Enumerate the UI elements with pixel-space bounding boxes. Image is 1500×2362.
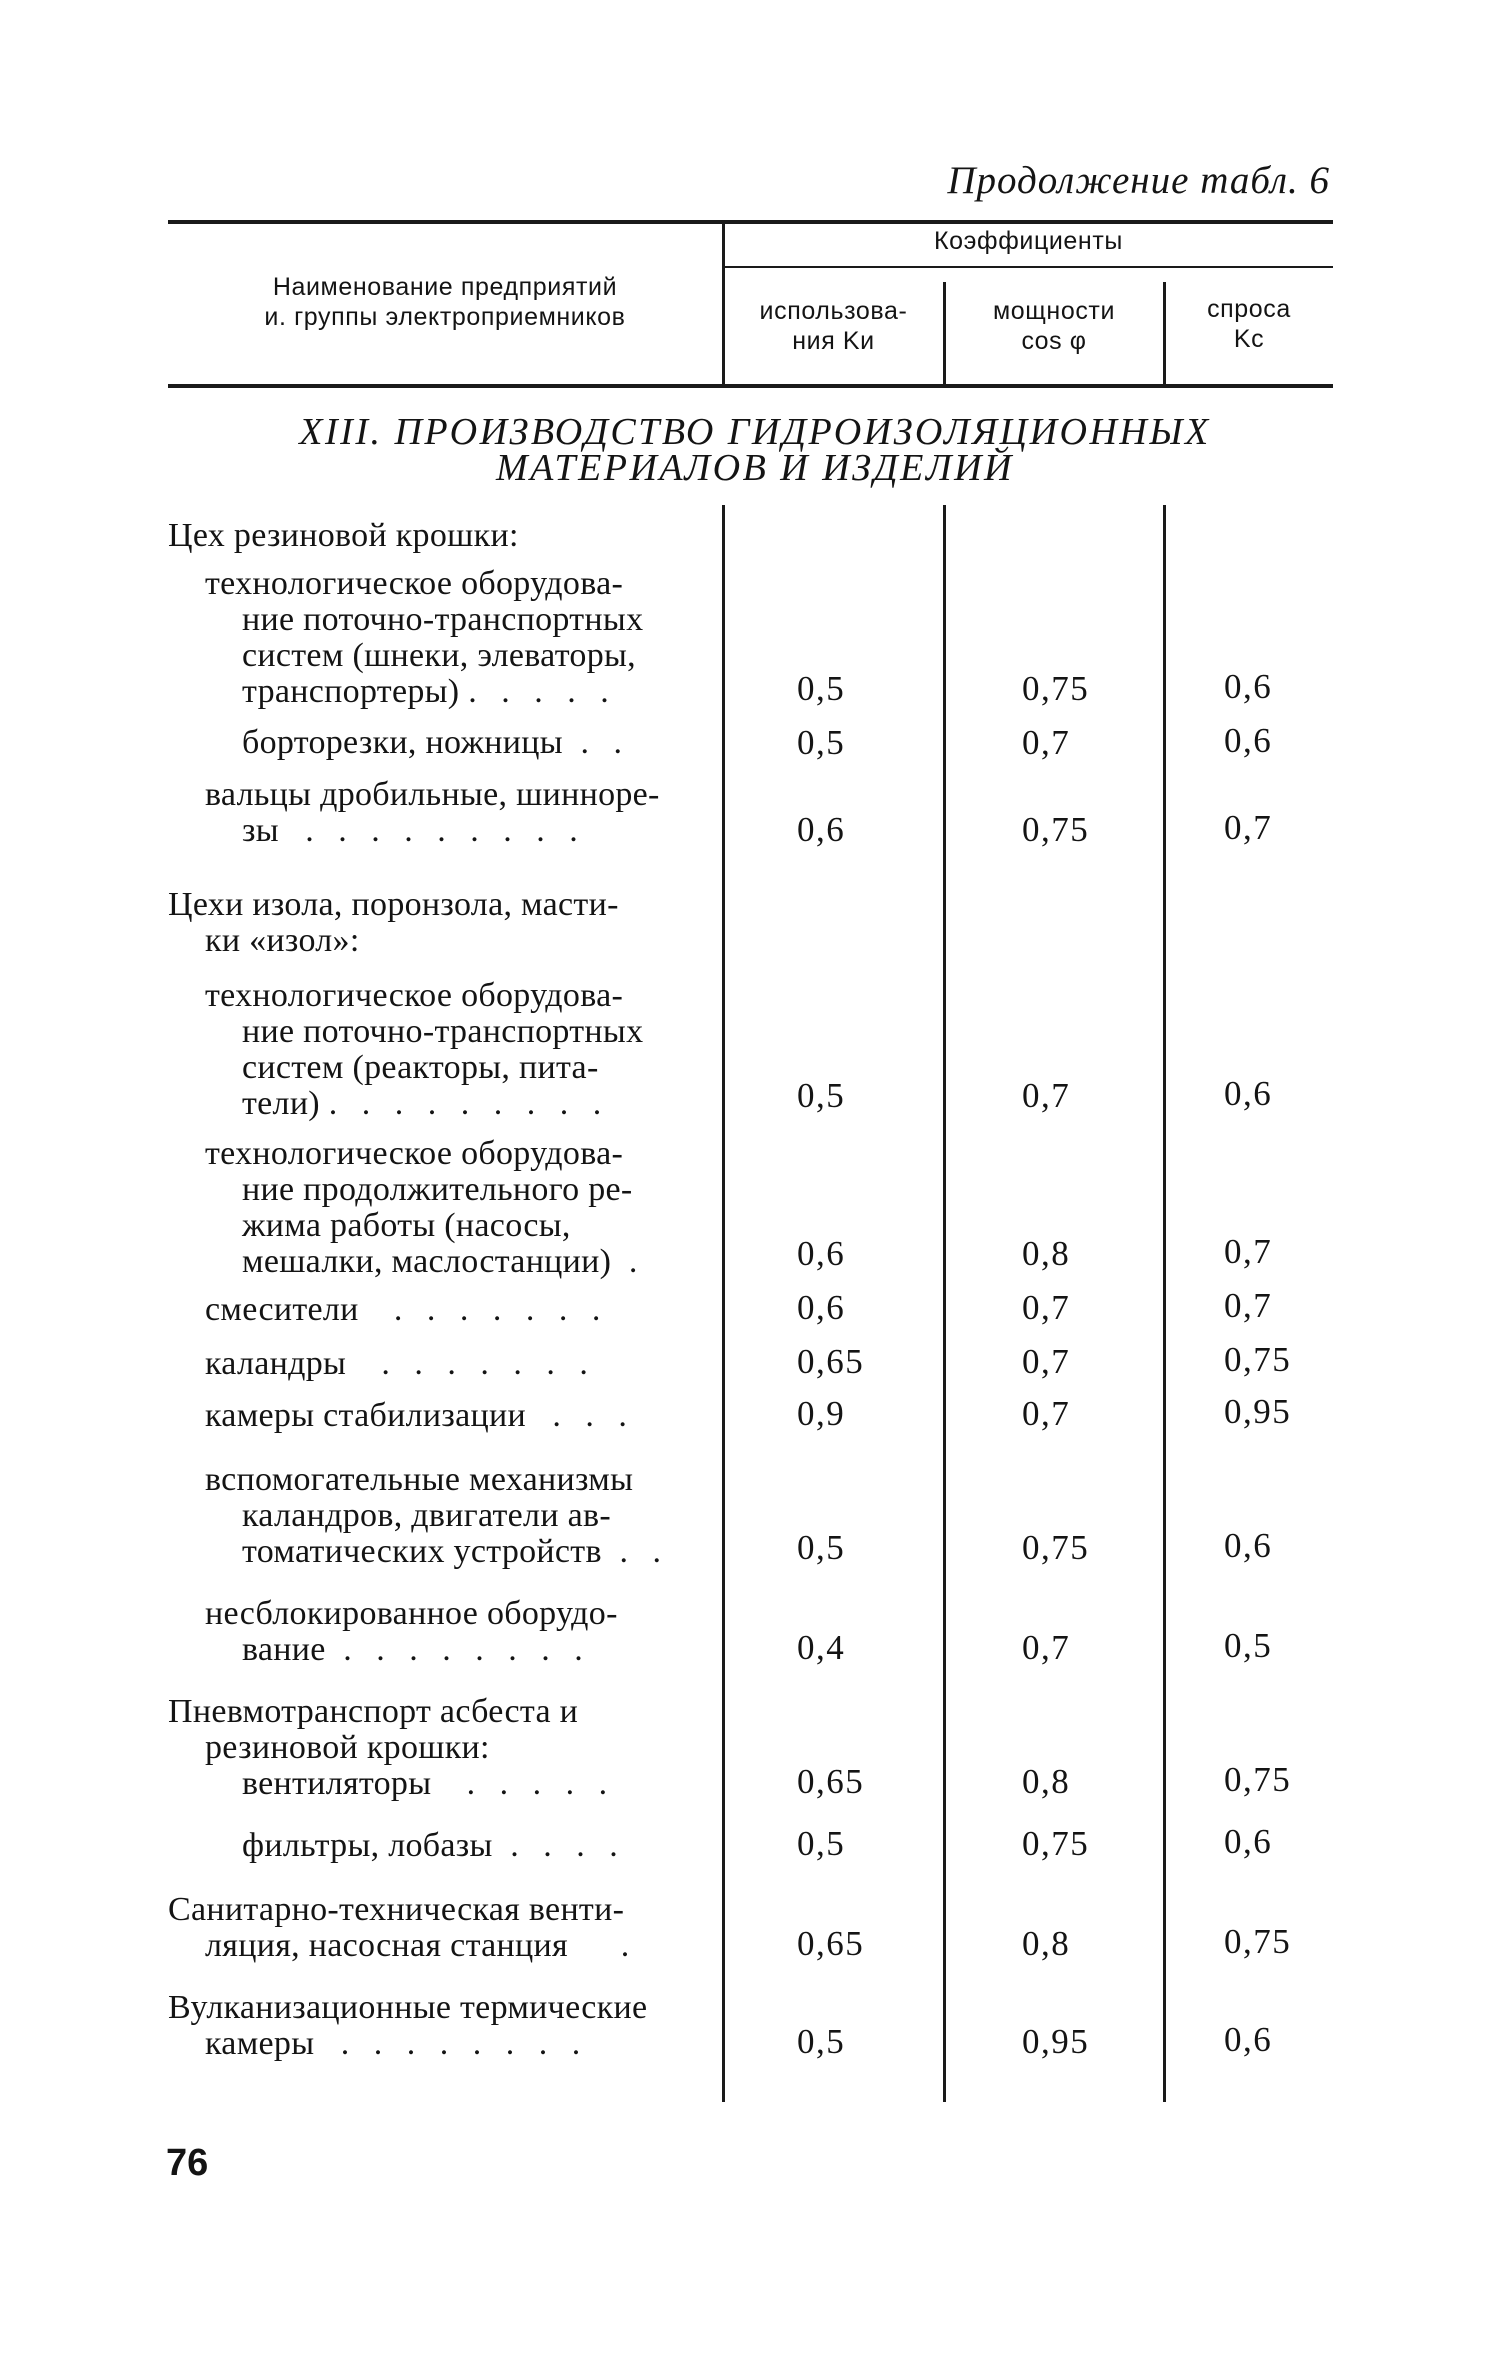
value-usage: 0,6 (797, 810, 846, 849)
header-name-line: и. группы электроприемников (264, 303, 626, 331)
value-power-factor: 0,75 (1022, 810, 1090, 849)
header-demand-coefficient: спроса Kс (1207, 295, 1291, 353)
value-usage: 0,6 (797, 1288, 846, 1327)
value-power-factor: 0,75 (1022, 1824, 1090, 1863)
table-row-label: Вулканизационные термические камеры . . . . . . . . (168, 1989, 648, 2062)
value-power-factor: 0,8 (1022, 1924, 1071, 1963)
value-power-factor: 0,7 (1022, 1394, 1071, 1433)
value-power-factor: 0,7 (1022, 1628, 1071, 1667)
table-row-label: технологическое оборудова- ние поточно-транспортных систем (реакторы, пита- тели) . . . . . . . . . (205, 977, 644, 1122)
page-number: 76 (166, 2142, 209, 2184)
table-row-label: вальцы дробильные, шинноре- зы . . . . . . . . . (205, 776, 660, 849)
value-power-factor: 0,75 (1022, 1528, 1090, 1567)
table-row-label: каландры . . . . . . . (205, 1345, 596, 1382)
value-power-factor: 0,7 (1022, 723, 1071, 762)
table-continuation-caption: Продолжение табл. 6 (947, 159, 1330, 202)
table-row-label: борторезки, ножницы . . (242, 724, 630, 761)
value-power-factor: 0,7 (1022, 1288, 1071, 1327)
value-power-factor: 0,7 (1022, 1342, 1071, 1381)
table-row-label: фильтры, лобазы . . . . (242, 1827, 626, 1864)
value-usage: 0,65 (797, 1762, 865, 1801)
header-name-line: Наименование предприятий (272, 273, 618, 301)
value-demand: 0,6 (1224, 1822, 1273, 1861)
table-row-label: несблокированное оборудо- вание . . . . . . . . (205, 1595, 618, 1668)
group-heading: Пневмотранспорт асбеста и резиновой крошки: (168, 1693, 579, 1766)
value-demand: 0,7 (1224, 1286, 1273, 1325)
table-top-rule (168, 220, 1333, 224)
header-name-column (170, 272, 720, 332)
value-demand: 0,75 (1224, 1340, 1292, 1379)
table-row-label: технологическое оборудова- ние поточно-транспортных систем (шнеки, элеваторы, транспортеры) . . . . . (205, 565, 644, 710)
value-demand: 0,6 (1224, 1074, 1273, 1113)
value-demand: 0,6 (1224, 667, 1273, 706)
header-coefficients: Коэффициенты (934, 227, 1123, 255)
value-power-factor: 0,75 (1022, 669, 1090, 708)
header-bottom-rule (168, 384, 1333, 388)
table-row-label: вентиляторы . . . . . (242, 1765, 616, 1802)
group-heading: Цех резиновой крошки: (168, 517, 519, 554)
value-usage: 0,9 (797, 1394, 846, 1433)
value-power-factor: 0,7 (1022, 1076, 1071, 1115)
value-demand: 0,6 (1224, 721, 1273, 760)
value-usage: 0,5 (797, 723, 846, 762)
value-usage: 0,5 (797, 1076, 846, 1115)
value-usage: 0,65 (797, 1342, 865, 1381)
header-usage-coefficient: использова- ния Kи (759, 297, 908, 355)
body-col-divider-3 (1163, 505, 1166, 2102)
value-demand: 0,75 (1224, 1922, 1292, 1961)
value-power-factor: 0,95 (1022, 2022, 1090, 2061)
value-demand: 0,75 (1224, 1760, 1292, 1799)
value-usage: 0,6 (797, 1234, 846, 1273)
coeff-header-rule (722, 266, 1333, 268)
value-usage: 0,5 (797, 1824, 846, 1863)
value-demand: 0,7 (1224, 808, 1273, 847)
value-demand: 0,95 (1224, 1392, 1292, 1431)
header-power-factor: мощности cos φ (992, 297, 1116, 355)
table-row-label: вспомогательные механизмы каландров, двигатели ав- томатических устройств . . (205, 1461, 669, 1570)
value-demand: 0,5 (1224, 1626, 1273, 1665)
body-col-divider-1 (722, 505, 725, 2102)
table-row-label: Санитарно-техническая венти- ляция, насосная станция . (168, 1891, 630, 1964)
value-demand: 0,7 (1224, 1232, 1273, 1271)
value-usage: 0,65 (797, 1924, 865, 1963)
value-usage: 0,5 (797, 669, 846, 708)
table-row-label: технологическое оборудова- ние продолжительного ре- жима работы (насосы, мешалки, маслостанции) . (205, 1135, 638, 1280)
table-row-label: камеры стабилизации . . . (205, 1397, 635, 1434)
value-usage: 0,5 (797, 1528, 846, 1567)
value-power-factor: 0,8 (1022, 1234, 1071, 1273)
table-row-label: смесители . . . . . . . (205, 1291, 609, 1328)
section-title: XIII. ПРОИЗВОДСТВО ГИДРОИЗОЛЯЦИОННЫХ МАТЕРИАЛОВ И ИЗДЕЛИЙ (299, 411, 1211, 489)
body-col-divider-2 (943, 505, 946, 2102)
group-heading: Цехи изола, поронзола, масти- ки «изол»: (168, 886, 619, 959)
value-usage: 0,4 (797, 1628, 846, 1667)
value-demand: 0,6 (1224, 2020, 1273, 2059)
value-demand: 0,6 (1224, 1526, 1273, 1565)
value-power-factor: 0,8 (1022, 1762, 1071, 1801)
value-usage: 0,5 (797, 2022, 846, 2061)
